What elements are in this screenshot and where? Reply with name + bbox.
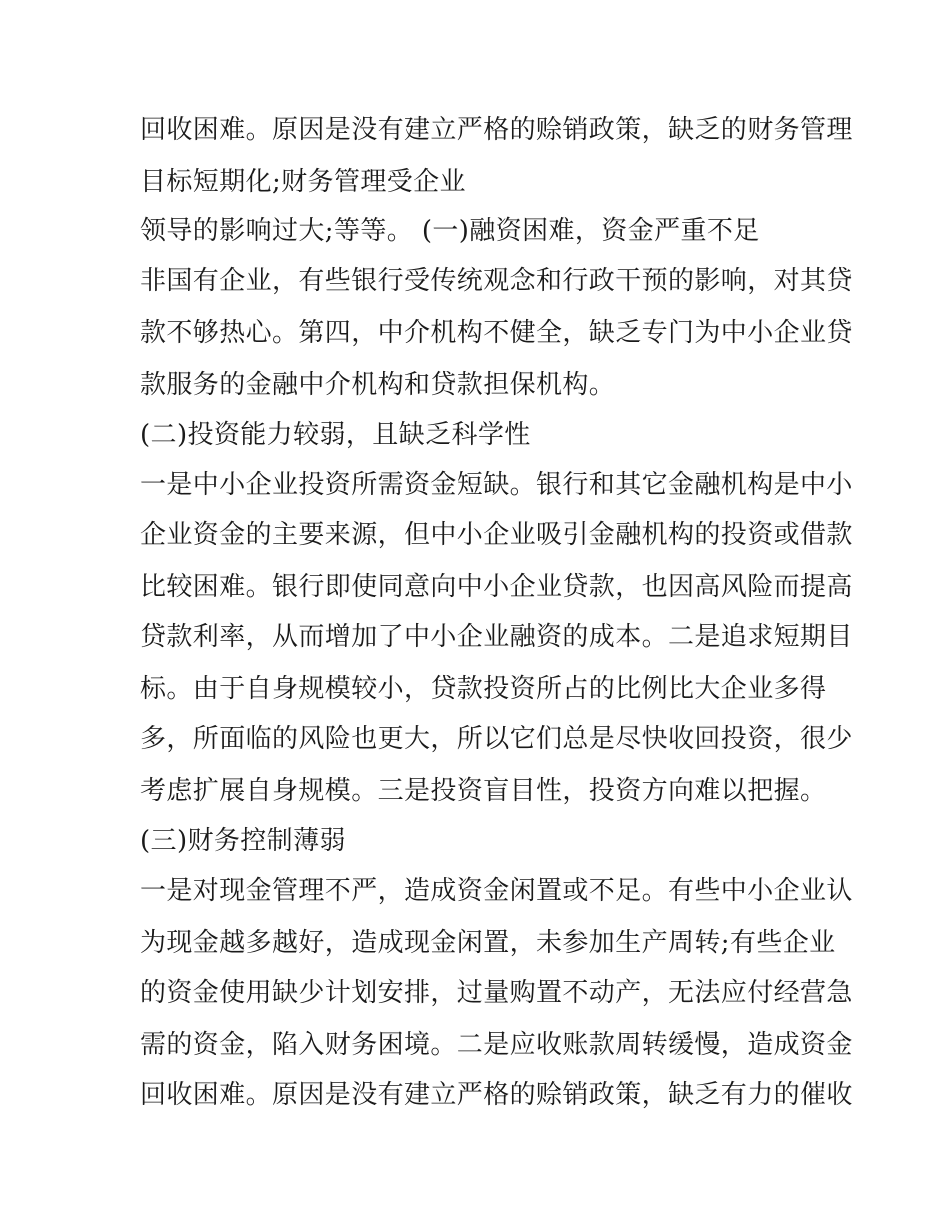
text-line-19: 需的资金，陷入财务困境。二是应收账款周转缓慢，造成资金	[140, 1030, 853, 1060]
text-line-17: 为现金越多越好，造成现金闲置，未参加生产周转;有些企业	[140, 928, 836, 958]
text-line-12: 标。由于自身规模较小，贷款投资所占的比例比大企业多得	[140, 674, 827, 704]
section-heading-2: (二)投资能力较弱，且缺乏科学性	[140, 420, 531, 450]
text-line-2: 目标短期化;财务管理受企业	[140, 167, 466, 197]
section-heading-3: (三)财务控制薄弱	[140, 826, 346, 856]
text-line-13: 多，所面临的风险也更大，所以它们总是尽快收回投资，很少	[140, 724, 853, 754]
text-line-10: 比较困难。银行即使同意向中小企业贷款，也因高风险而提高	[140, 572, 853, 602]
text-line-6: 款服务的金融中介机构和贷款担保机构。	[140, 370, 616, 400]
text-line-16: 一是对现金管理不严，造成资金闲置或不足。有些中小企业认	[140, 876, 853, 906]
text-line-5: 款不够热心。第四，中介机构不健全，缺乏专门为中小企业贷	[140, 318, 853, 348]
text-line-18: 的资金使用缺少计划安排，过量购置不动产，无法应付经营急	[140, 978, 853, 1008]
text-line-11: 贷款利率，从而增加了中小企业融资的成本。二是追求短期目	[140, 622, 853, 652]
text-line-9: 企业资金的主要来源，但中小企业吸引金融机构的投资或借款	[140, 520, 853, 550]
text-line-3: 领导的影响过大;等等。 (一)融资困难，资金严重不足	[140, 216, 760, 246]
text-line-14: 考虑扩展自身规模。三是投资盲目性，投资方向难以把握。	[140, 776, 827, 806]
text-line-8: 一是中小企业投资所需资金短缺。银行和其它金融机构是中小	[140, 470, 853, 500]
text-line-4: 非国有企业，有些银行受传统观念和行政干预的影响，对其贷	[140, 266, 853, 296]
text-line-20: 回收困难。原因是没有建立严格的赊销政策，缺乏有力的催收	[140, 1080, 853, 1110]
text-line-1: 回收困难。原因是没有建立严格的赊销政策，缺乏的财务管理	[140, 115, 853, 145]
